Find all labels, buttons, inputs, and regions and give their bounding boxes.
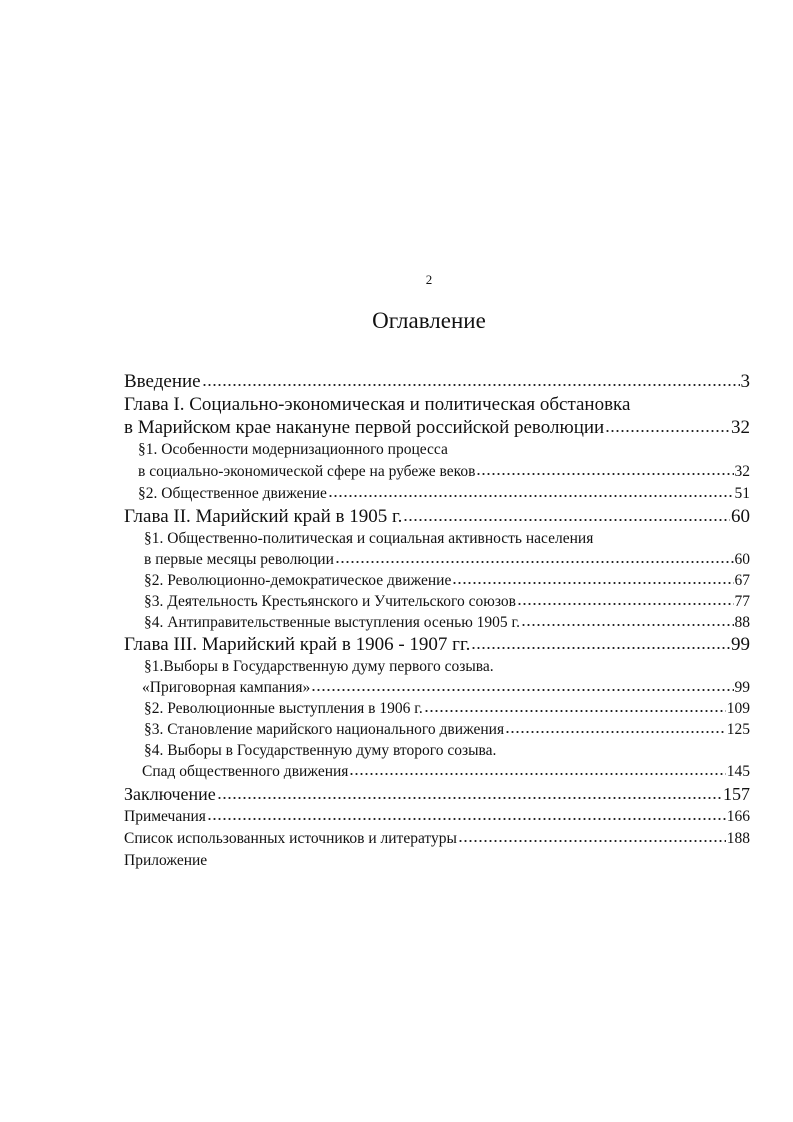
dot-leader (458, 839, 726, 843)
toc-entry-ch3-section-3 (124, 719, 750, 740)
toc-entry-ch2-section-3 (124, 591, 750, 612)
toc-entry-ch1-section-2 (124, 483, 750, 505)
toc-entry-text: §1.Выборы в Государственную думу первого созыва. (144, 658, 494, 675)
toc-page-number: 32 (731, 417, 750, 438)
toc-page-number: 145 (726, 763, 750, 780)
dot-leader (207, 817, 726, 821)
toc-page-number: 125 (726, 721, 750, 738)
toc-entry-chapter-1-line-1 (124, 393, 750, 416)
toc-page-number: 60 (731, 506, 750, 527)
toc-entry-text: Приложение (124, 852, 208, 869)
toc-entry-text: §2. Революционно-демократическое движение (144, 572, 452, 589)
toc-entry-text: §1. Особенности модернизационного процесса (138, 441, 448, 458)
dot-leader (202, 383, 740, 387)
toc-page-number: 99 (734, 679, 750, 696)
toc-entry-text: Примечания (124, 808, 206, 825)
dot-leader (476, 472, 733, 476)
dot-leader (403, 518, 730, 522)
toc-entry-text: Спад общественного движения (142, 763, 349, 780)
toc-entry-text: §1. Общественно-политическая и социальная активность населения (144, 530, 594, 547)
toc-entry-text: §2. Революционные выступления в 1906 г. (144, 700, 423, 717)
toc-entry-ch2-section-2 (124, 570, 750, 591)
dot-leader (349, 772, 725, 776)
toc-entry-ch3-section-4-line-2 (124, 761, 750, 782)
toc-entry-text: Список использованных источников и литературы (124, 830, 457, 847)
dot-leader (452, 581, 733, 585)
toc-entry-chapter-2 (124, 505, 750, 528)
toc-entry-ch3-section-1-line-2 (124, 677, 750, 698)
toc-page-number: 32 (734, 463, 750, 480)
toc-entry-text: «Приговорная кампания» (142, 679, 311, 696)
toc-entry-appendix (124, 850, 750, 872)
dot-leader (311, 688, 733, 692)
toc-entry-chapter-1-line-2 (124, 416, 750, 439)
toc-entry-text: Глава III. Марийский край в 1906 - 1907 гг. (124, 634, 471, 655)
dot-leader (217, 796, 722, 800)
dot-leader (505, 730, 726, 734)
toc-entry-text: Глава II. Марийский край в 1905 г. (124, 506, 403, 527)
toc-entry-ch2-section-4 (124, 612, 750, 633)
toc-entry-introduction (124, 370, 750, 393)
toc-page-number: 60 (734, 551, 750, 568)
toc-entry-text: Глава I. Социально-экономическая и политическая обстановка (124, 394, 631, 415)
toc-entry-ch3-section-1-line-1 (124, 656, 750, 677)
toc-page-number: 88 (734, 614, 750, 631)
toc-page-number: 99 (731, 634, 750, 655)
toc-entry-text: в социально-экономической сфере на рубеже веков (138, 463, 476, 480)
dot-leader (521, 623, 733, 627)
toc-page-number: 188 (726, 830, 750, 847)
toc-entry-notes (124, 806, 750, 828)
toc-entry-ch1-section-1-line-1 (124, 439, 750, 461)
dot-leader (517, 602, 734, 606)
toc-entry-text: Заключение (124, 784, 216, 804)
toc-entry-ch3-section-4-line-1 (124, 740, 750, 761)
toc-entry-text: в первые месяцы революции (144, 551, 334, 568)
toc-page-number: 77 (734, 593, 750, 610)
toc-entry-conclusion (124, 782, 750, 806)
dot-leader (328, 494, 734, 498)
toc-entry-text: §4. Выборы в Государственную думу второго созыва. (144, 742, 497, 759)
dot-leader (471, 646, 730, 650)
toc-page-number: 3 (740, 371, 750, 392)
toc-entry-text: §2. Общественное движение (138, 485, 327, 502)
toc-entry-text: §4. Антиправительственные выступления осенью 1905 г. (144, 614, 521, 631)
table-of-contents (124, 370, 750, 872)
toc-entry-text: в Марийском крае накануне первой российской революции (124, 417, 605, 438)
toc-entry-ch1-section-1-line-2 (124, 461, 750, 483)
toc-entry-ch2-section-1-line-1 (124, 528, 750, 549)
toc-entry-text: Введение (124, 371, 201, 392)
toc-entry-chapter-3 (124, 633, 750, 656)
toc-page-number: 51 (734, 485, 750, 502)
dot-leader (335, 560, 734, 564)
toc-entry-text: §3. Деятельность Крестьянского и Учительского союзов (144, 593, 516, 610)
toc-entry-bibliography (124, 828, 750, 850)
toc-entry-text: §3. Становление марийского национального движения (144, 721, 505, 738)
dot-leader (605, 429, 730, 433)
toc-page-number: 157 (723, 784, 750, 804)
page-number: 2 (425, 272, 433, 287)
toc-page-number: 109 (726, 700, 750, 717)
toc-title: Оглавление (372, 308, 486, 333)
toc-page-number: 166 (726, 808, 750, 825)
toc-entry-ch3-section-2 (124, 698, 750, 719)
toc-page-number: 67 (734, 572, 750, 589)
toc-entry-ch2-section-1-line-2 (124, 549, 750, 570)
dot-leader (424, 709, 726, 713)
